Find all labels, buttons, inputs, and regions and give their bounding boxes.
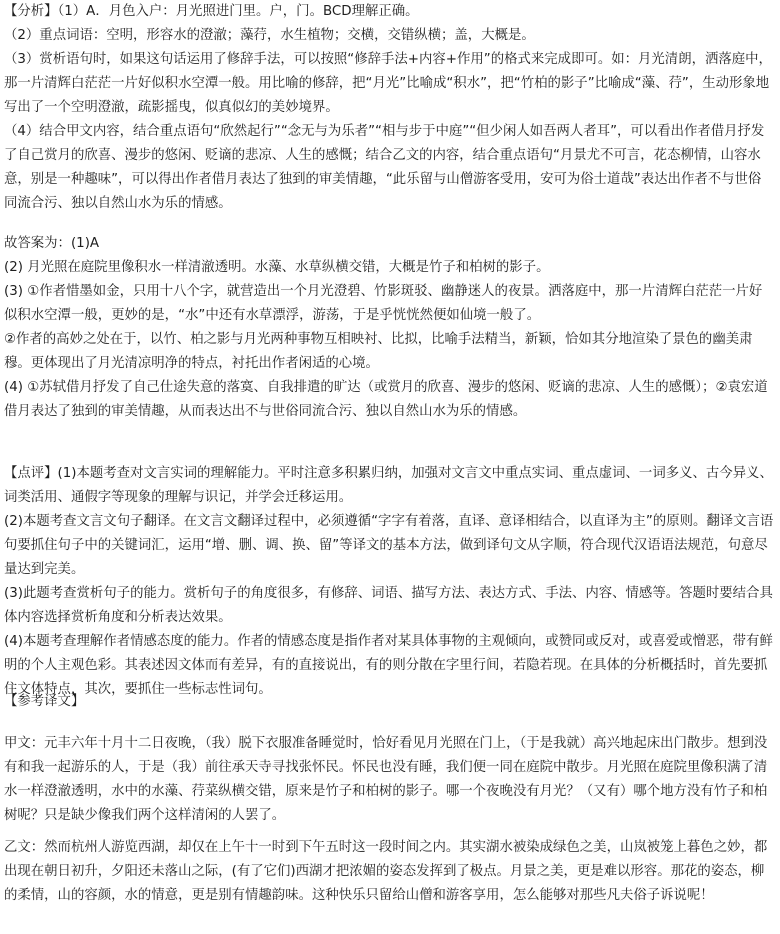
analysis-line-4: （4）结合甲文内容，结合重点语句“欣然起行”“念无与为乐者”“相与步于中庭”“但少闲人如吾两人者耳”，可以看出作者借月抒发了自己赏月的欣喜、漫步的悠闲、贬谪的悲凉、人生的感慨；结合乙文的内容，结合重点语句“月景尤不可言，花态柳情，山容水意，别是一种趣味”，可以得出作者借月表达了独到的审美情趣，“此乐留与山僧游客受用，安可为俗士道哉”表达出作者不与世俗同流合污、独以自然山水为乐的情感。 [4, 124, 765, 211]
analysis-line-2: （2）重点词语：空明，形容水的澄澈；藻荇，水生植物；交横，交错纵横；盖，大概是。 [4, 28, 535, 43]
answer-line-1: 故答案为：(1)A [4, 236, 100, 251]
comment-line-2: (2)本题考查文言文句子翻译。在文言文翻译过程中，必须遵循“字字有着落，直译、意译相结合，以直译为主”的原则。翻译文言语句要抓住句子中的关键词汇，运用“增、删、调、换、留”等译文的基本方法，做到译句文从字顺，符合现代汉语语法规范，句意尽量达到完美。 [4, 514, 774, 577]
analysis-section [4, 0, 774, 216]
analysis-line-1: 【分析】（1）A．月色入户：月光照进门里。户，门。BCD理解正确。 [4, 4, 419, 19]
answer-line-5: (4) ①苏轼借月抒发了自己仕途失意的落寞、自我排遣的旷达（或赏月的欣喜、漫步的悠闲、贬谪的悲凉、人生的感慨）；②袁宏道借月表达了独到的审美情趣，从而表达出不与世俗同流合污、独以自然山水为乐的情感。 [4, 380, 768, 419]
analysis-line-3: （3）赏析语句时，如果这句话运用了修辞手法，可以按照“修辞手法+内容+作用”的格式来完成即可。如：月光清朗，洒落庭中，那一片清辉白茫茫一片好似积水空潭一般。用比喻的修辞，把“月光”比喻成“积水”，把“竹柏的影子”比喻成“藻、荇”，生动形象地写出了一个空明澄澈，疏影摇曳，似真似幻的美妙境界。 [4, 52, 772, 115]
answer-line-3: (3) ①作者惜墨如金，只用十八个字，就营造出一个月光澄碧、竹影斑驳、幽静迷人的夜景。洒落庭中，那一片清辉白茫茫一片好似积水空潭一般，更妙的是，“水”中还有水草漂浮，游荡，于是乎恍恍然便如仙境一般了。 [4, 284, 763, 323]
translation-yi-text: 乙文：然而杭州人游览西湖，却仅在上午十一时到下午五时这一段时间之内。其实湖水被染成绿色之美，山岚被笼上暮色之妙，都出现在朝日初升，夕阳还未落山之际，(有了它们)西湖才把浓媚的姿态发挥到了极点。月景之美，更是难以形容。那花的姿态，柳的柔情，山的容颜，水的情意，更是别有情趣韵味。这种快乐只留给山僧和游客享用，怎么能够对那些凡夫俗子诉说呢！ [4, 840, 768, 903]
translation-jia [4, 732, 774, 828]
comment-line-3: (3)此题考查赏析句子的能力。赏析句子的角度很多，有修辞、词语、描写方法、表达方式、手法、内容、情感等。答题时要结合具体内容选择赏析角度和分析表达效果。 [4, 586, 773, 625]
comment-section [4, 462, 774, 702]
answer-section [4, 232, 774, 424]
translation-heading-text: 【参考译文】 [4, 694, 85, 709]
answer-line-2: (2) 月光照在庭院里像积水一样清澈透明。水藻、水草纵横交错，大概是竹子和柏树的影子。 [4, 260, 550, 275]
translation-yi [4, 836, 774, 908]
comment-line-1: 【点评】(1)本题考查对文言实词的理解能力。平时注意多积累归纳，加强对文言文中重点实词、重点虚词、一词多义、古今异义、词类活用、通假字等现象的理解与识记，并学会迁移运用。 [4, 466, 773, 505]
translation-heading [4, 690, 774, 714]
answer-line-4: ②作者的高妙之处在于，以竹、柏之影与月光两种事物互相映衬、比拟，比喻手法精当，新颖，恰如其分地渲染了景色的幽美肃穆。更体现出了月光清凉明净的特点，衬托出作者闲适的心境。 [4, 332, 753, 371]
translation-jia-text: 甲文：元丰六年十月十二日夜晚，（我）脱下衣服准备睡觉时，恰好看见月光照在门上，（于是我就）高兴地起床出门散步。想到没有和我一起游乐的人，于是（我）前往承天寺寻找张怀民。怀民也没有睡，我们便一同在庭院中散步。月光照在庭院里像积满了清水一样澄澈透明，水中的水藻、荇菜纵横交错，原来是竹子和柏树的影子。哪一个夜晚没有月光？（又有）哪个地方没有竹子和柏树呢？只是缺少像我们两个这样清闲的人罢了。 [4, 736, 768, 823]
comment-line-4: (4)本题考查理解作者情感态度的能力。作者的情感态度是指作者对某具体事物的主观倾向，或赞同或反对，或喜爱或憎恶，带有鲜明的个人主观色彩。其表述因文体而有差异，有的直接说出，有的则分散在字里行间，若隐若现。在具体的分析概括时，首先要抓住文体特点，其次，要抓住一些标志性词句。 [4, 634, 773, 697]
